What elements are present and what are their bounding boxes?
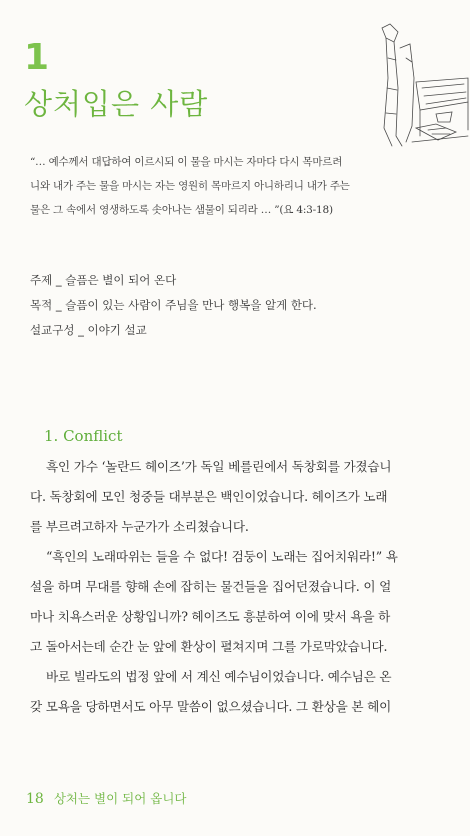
body-line: 갖 모욕을 당하면서도 아무 말씀이 없으셨습니다. 그 환상을 본 헤이 — [30, 699, 392, 714]
book-title: 상처는 별이 되어 옵니다 — [53, 791, 187, 806]
sermon-structure: 설교구성 _ 이야기 설교 — [30, 323, 147, 337]
epigraph-line: 물은 그 속에서 영생하도록 솟아나는 샘물이 되리라 … ”(요 4:3-18) — [30, 204, 333, 216]
body-line: 고 돌아서는데 순간 눈 앞에 환상이 펼쳐지며 그를 가로막았습니다. — [30, 639, 388, 654]
sermon-theme: 주제 _ 슬픔은 별이 되어 온다 — [30, 273, 177, 287]
body-line: 설을 하며 무대를 향해 손에 잡히는 물건들을 집어던졌습니다. 이 얼 — [30, 579, 392, 594]
section-heading: 1. Conflict — [44, 427, 123, 445]
page-footer — [26, 789, 186, 809]
epigraph-line: 니와 내가 주는 물을 마시는 자는 영원히 목마르지 아니하리니 내가 주는 — [30, 180, 350, 192]
body-text — [30, 452, 450, 722]
body-line: “흑인의 노래따위는 들을 수 없다! 검둥이 노래는 집어치워라!” 욕 — [46, 549, 398, 564]
body-line: 바로 빌라도의 법정 앞에 서 계신 예수님이었습니다. 예수님은 온 — [46, 669, 392, 684]
page-number: 18 — [26, 791, 44, 807]
body-line: 다. 독창회에 모인 청중들 대부분은 백인이었습니다. 헤이즈가 노래 — [30, 489, 388, 504]
body-line: 마나 치욕스러운 상황입니까? 헤이즈도 흥분하여 이에 맞서 욕을 하 — [30, 609, 391, 624]
sketch-illustration — [376, 18, 470, 153]
body-line: 흑인 가수 ‘놀란드 헤이즈’가 독일 베를린에서 독창회를 가졌습니 — [46, 459, 392, 474]
body-line: 를 부르려고하자 누군가가 소리쳤습니다. — [30, 519, 249, 534]
sermon-purpose: 목적 _ 슬픔이 있는 사람이 주님을 만나 행복을 알게 한다. — [30, 298, 317, 312]
chapter-title: 상처입은 사람 — [24, 87, 209, 121]
chapter-number: 1 — [24, 37, 50, 78]
epigraph-line: “… 예수께서 대답하여 이르시되 이 물을 마시는 자마다 다시 목마르려 — [30, 156, 343, 168]
sermon-meta — [30, 268, 450, 343]
scripture-epigraph — [30, 150, 442, 222]
